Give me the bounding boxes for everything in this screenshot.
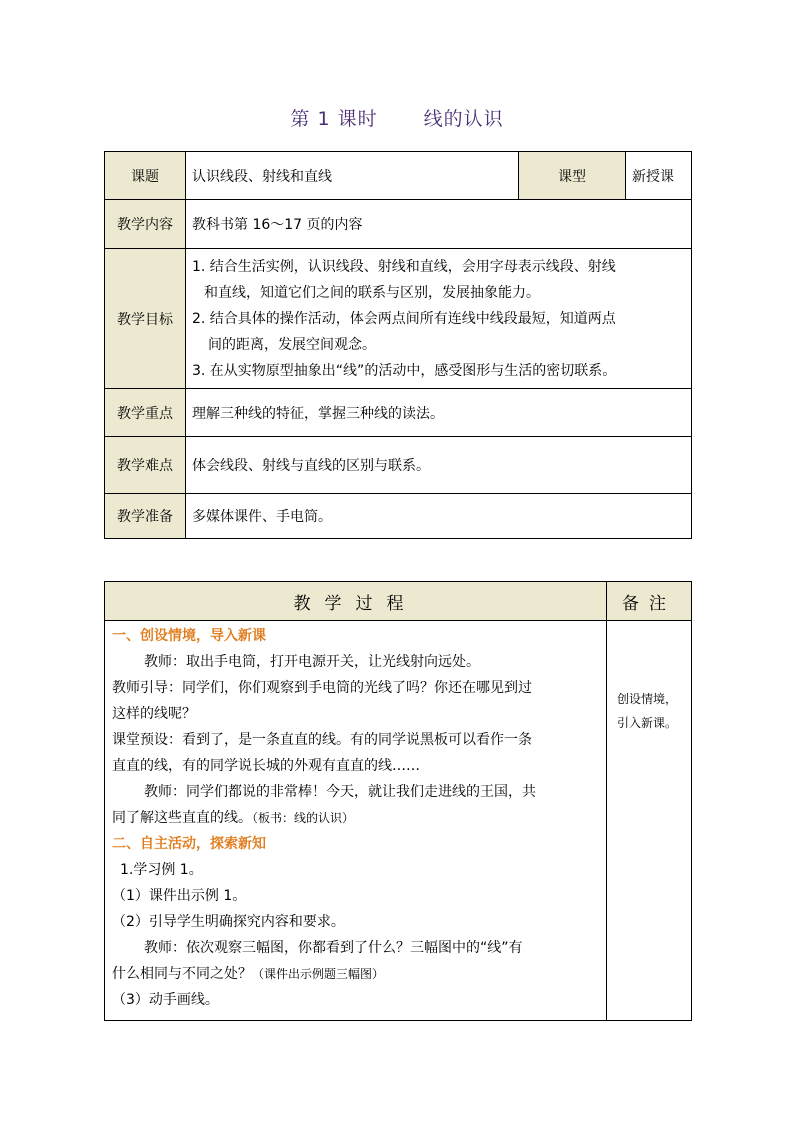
- process-line: 教师：依次观察三幅图，你都看到了什么？三幅图中的“线”有: [144, 940, 523, 956]
- objectives-label: 教学目标: [105, 249, 186, 389]
- note-line: 创设情境，: [617, 692, 678, 706]
- content-row: [105, 200, 692, 249]
- process-body-row: [105, 621, 692, 1021]
- process-line: 教师：同学们都说的非常棒！今天，就让我们走进线的王国，共: [144, 784, 536, 800]
- key-label: 教学重点: [105, 389, 186, 437]
- key-value: 理解三种线的特征，掌握三种线的读法。: [186, 389, 692, 437]
- process-line: 课堂预设：看到了，是一条直直的线。有的同学说黑板可以看作一条: [112, 732, 532, 748]
- type-label: 课型: [519, 152, 626, 200]
- prep-value: 多媒体课件、手电筒。: [186, 494, 692, 539]
- topic-value: 认识线段、射线和直线: [186, 152, 519, 200]
- process-line: 同了解这些直直的线。: [112, 810, 252, 826]
- objective-line: 和直线，知道它们之间的联系与区别，发展抽象能力。: [204, 284, 540, 301]
- process-line: （2）引导学生明确探究内容和要求。: [112, 914, 345, 930]
- objectives-row: [105, 249, 692, 389]
- process-line-group: [112, 805, 600, 831]
- objective-line: 1. 结合生活实例，认识线段、射线和直线，会用字母表示线段、射线: [192, 258, 616, 275]
- difficulty-value: 体会线段、射线与直线的区别与联系。: [186, 437, 692, 494]
- section-heading: 二、自主活动，探索新知: [112, 836, 266, 852]
- objective-line: 3. 在从实物原型抽象出“线”的活动中，感受图形与生活的密切联系。: [192, 362, 617, 379]
- note-line: 引入新课。: [617, 716, 678, 730]
- courseware-note: （课件出示例题三幅图）: [252, 967, 385, 981]
- lesson-topic: 线的认识: [423, 108, 504, 130]
- objectives-list: [186, 249, 692, 389]
- page-title: [0, 104, 794, 131]
- process-line: 教师引导：同学们，你们观察到手电筒的光线了吗？你还在哪见到过: [112, 680, 532, 696]
- lesson-info-table: [104, 151, 692, 539]
- process-line: 这样的线呢？: [112, 706, 196, 722]
- section-heading: 一、创设情境，导入新课: [112, 628, 266, 644]
- process-line: 直直的线，有的同学说长城的外观有直直的线……: [112, 758, 420, 774]
- prep-row: [105, 494, 692, 539]
- board-note: （板书：线的认识）: [252, 811, 355, 825]
- content-label: 教学内容: [105, 200, 186, 249]
- objective-line: 间的距离，发展空间观念。: [208, 336, 376, 353]
- type-value: 新授课: [626, 152, 692, 200]
- lesson-number: 第 1 课时: [290, 108, 378, 130]
- difficulty-row: [105, 437, 692, 494]
- prep-label: 教学准备: [105, 494, 186, 539]
- process-line: 1.学习例 1。: [120, 862, 203, 878]
- process-line: 教师：取出手电筒，打开电源开关，让光线射向远处。: [144, 654, 480, 670]
- topic-label: 课题: [105, 152, 186, 200]
- process-content: [105, 621, 607, 1021]
- notes-content: [607, 621, 692, 1021]
- process-line: 什么相同与不同之处？: [112, 966, 252, 982]
- process-line-group: [112, 961, 600, 987]
- key-row: [105, 389, 692, 437]
- process-header: 教学过程: [105, 582, 607, 621]
- teaching-process-table: [104, 581, 692, 1021]
- difficulty-label: 教学难点: [105, 437, 186, 494]
- process-line: （1）课件出示例 1。: [112, 888, 247, 904]
- notes-header: 备注: [607, 582, 692, 621]
- content-value: 教科书第 16～17 页的内容: [186, 200, 692, 249]
- objective-line: 2. 结合具体的操作活动，体会两点间所有连线中线段最短，知道两点: [192, 310, 616, 327]
- process-header-row: [105, 582, 692, 621]
- process-line: （3）动手画线。: [112, 992, 219, 1008]
- topic-row: [105, 152, 692, 200]
